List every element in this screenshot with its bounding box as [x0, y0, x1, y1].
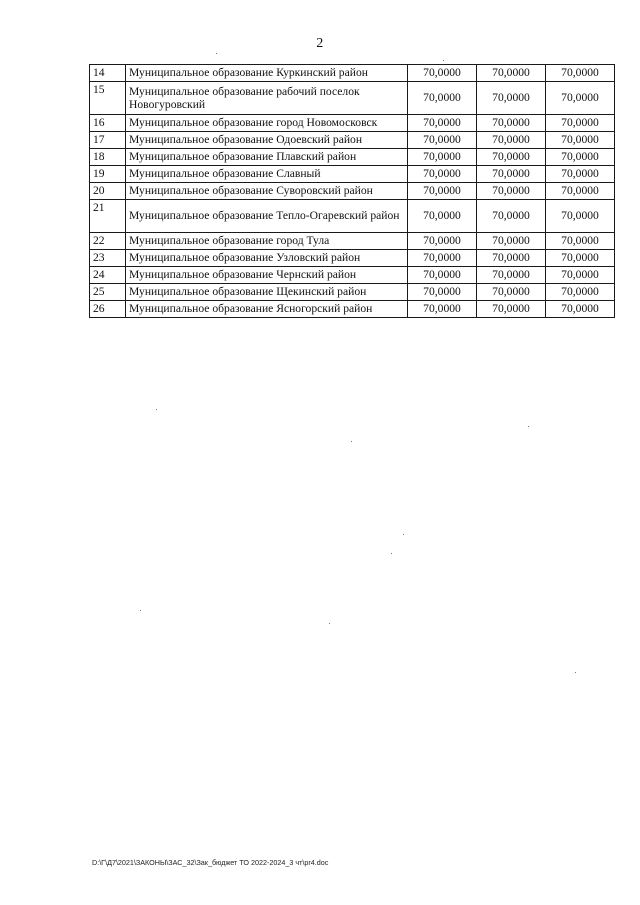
- municipality-name: Муниципальное образование Щекинский район: [126, 284, 408, 301]
- value-year-3: 70,0000: [546, 183, 615, 200]
- value-year-1: 70,0000: [408, 82, 477, 115]
- row-number: 20: [90, 183, 126, 200]
- table-row: [90, 82, 615, 115]
- row-number: 24: [90, 267, 126, 284]
- row-number: 15: [90, 82, 126, 115]
- row-number: 17: [90, 132, 126, 149]
- row-number: 22: [90, 233, 126, 250]
- value-year-1: 70,0000: [408, 284, 477, 301]
- table-row: [90, 115, 615, 132]
- value-year-3: 70,0000: [546, 115, 615, 132]
- value-year-3: 70,0000: [546, 200, 615, 233]
- value-year-2: 70,0000: [477, 149, 546, 166]
- table-row: [90, 166, 615, 183]
- value-year-3: 70,0000: [546, 166, 615, 183]
- value-year-3: 70,0000: [546, 250, 615, 267]
- municipality-name: Муниципальное образование город Тула: [126, 233, 408, 250]
- table-row: [90, 183, 615, 200]
- row-number: 26: [90, 301, 126, 318]
- row-number: 16: [90, 115, 126, 132]
- municipality-name: Муниципальное образование Чернский район: [126, 267, 408, 284]
- value-year-3: 70,0000: [546, 82, 615, 115]
- municipality-name: Муниципальное образование Славный: [126, 166, 408, 183]
- table-row: [90, 301, 615, 318]
- value-year-3: 70,0000: [546, 284, 615, 301]
- value-year-1: 70,0000: [408, 200, 477, 233]
- value-year-3: 70,0000: [546, 132, 615, 149]
- value-year-2: 70,0000: [477, 200, 546, 233]
- municipality-table: [89, 64, 615, 318]
- municipality-name: Муниципальное образование Одоевский район: [126, 132, 408, 149]
- municipality-name: Муниципальное образование рабочий поселок Новогуровский: [126, 82, 408, 115]
- municipality-name: Муниципальное образование Узловский район: [126, 250, 408, 267]
- table-row: [90, 250, 615, 267]
- value-year-1: 70,0000: [408, 149, 477, 166]
- scan-speck: [329, 623, 330, 624]
- row-number: 18: [90, 149, 126, 166]
- scan-speck: [156, 409, 157, 410]
- value-year-2: 70,0000: [477, 284, 546, 301]
- value-year-3: 70,0000: [546, 149, 615, 166]
- value-year-2: 70,0000: [477, 301, 546, 318]
- scan-speck: [351, 441, 352, 442]
- table-row: [90, 132, 615, 149]
- row-number: 25: [90, 284, 126, 301]
- table-row: [90, 233, 615, 250]
- municipality-name: Муниципальное образование Тепло-Огаревский район: [126, 200, 408, 233]
- scan-speck: [528, 426, 529, 427]
- scan-speck: [140, 610, 141, 611]
- municipality-name: Муниципальное образование Суворовский район: [126, 183, 408, 200]
- value-year-1: 70,0000: [408, 166, 477, 183]
- value-year-3: 70,0000: [546, 233, 615, 250]
- value-year-2: 70,0000: [477, 166, 546, 183]
- row-number: 21: [90, 200, 126, 233]
- value-year-1: 70,0000: [408, 65, 477, 82]
- table-row: [90, 284, 615, 301]
- value-year-3: 70,0000: [546, 65, 615, 82]
- value-year-1: 70,0000: [408, 233, 477, 250]
- table-row: [90, 267, 615, 284]
- value-year-2: 70,0000: [477, 65, 546, 82]
- value-year-2: 70,0000: [477, 250, 546, 267]
- page-number: 2: [316, 36, 324, 51]
- row-number: 14: [90, 65, 126, 82]
- scan-speck: [575, 672, 576, 673]
- value-year-2: 70,0000: [477, 183, 546, 200]
- value-year-1: 70,0000: [408, 267, 477, 284]
- table-row: [90, 65, 615, 82]
- scan-speck: [443, 60, 444, 61]
- municipality-name: Муниципальное образование Плавский район: [126, 149, 408, 166]
- value-year-2: 70,0000: [477, 233, 546, 250]
- value-year-1: 70,0000: [408, 115, 477, 132]
- value-year-2: 70,0000: [477, 115, 546, 132]
- value-year-3: 70,0000: [546, 267, 615, 284]
- table-row: [90, 149, 615, 166]
- scan-speck: [403, 534, 404, 535]
- municipality-name: Муниципальное образование Куркинский район: [126, 65, 408, 82]
- municipality-name: Муниципальное образование Ясногорский район: [126, 301, 408, 318]
- value-year-1: 70,0000: [408, 132, 477, 149]
- scan-speck: [216, 53, 217, 54]
- scan-speck: [391, 553, 392, 554]
- value-year-2: 70,0000: [477, 132, 546, 149]
- value-year-3: 70,0000: [546, 301, 615, 318]
- value-year-1: 70,0000: [408, 183, 477, 200]
- value-year-2: 70,0000: [477, 82, 546, 115]
- municipality-name: Муниципальное образование город Новомосковск: [126, 115, 408, 132]
- file-path-footer: D:\Г\Д7\2021\ЗАКОНЫ\ЗАС_32\Зак_бюджет ТО 2022-2024_3 чт\pr4.doc: [92, 858, 329, 867]
- row-number: 19: [90, 166, 126, 183]
- value-year-1: 70,0000: [408, 250, 477, 267]
- row-number: 23: [90, 250, 126, 267]
- value-year-2: 70,0000: [477, 267, 546, 284]
- value-year-1: 70,0000: [408, 301, 477, 318]
- table-row: [90, 200, 615, 233]
